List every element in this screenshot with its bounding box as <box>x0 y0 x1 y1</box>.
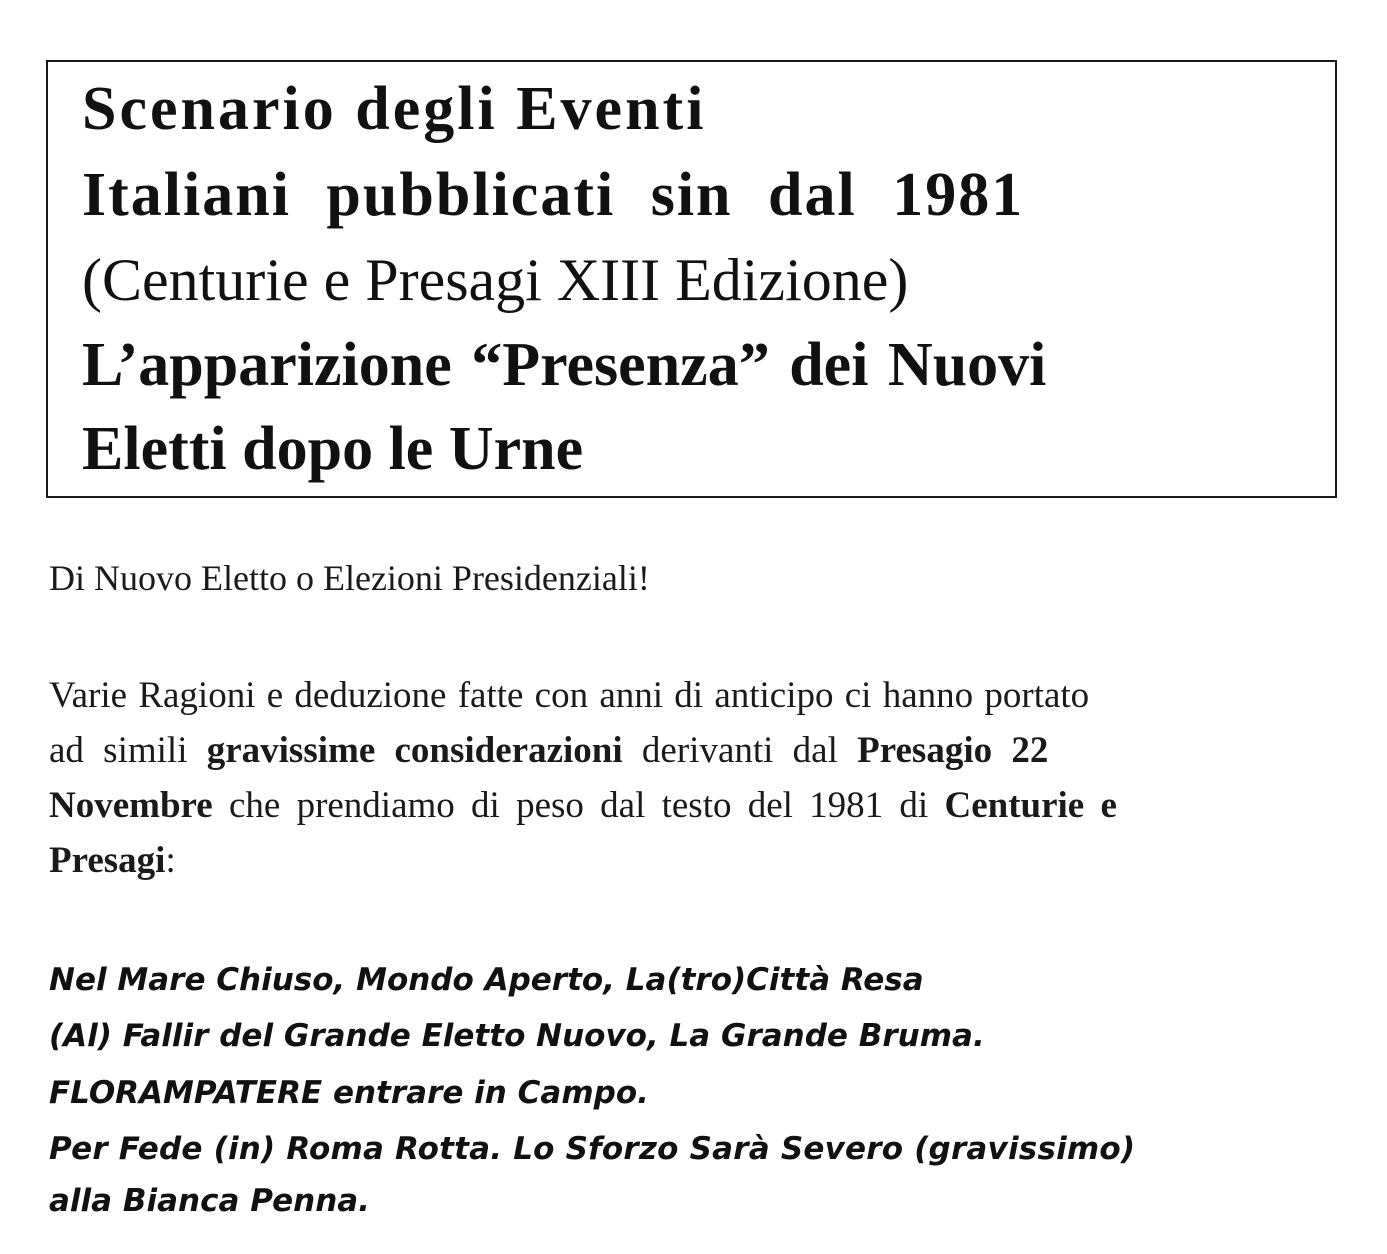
paragraph-bold-text: Novembre <box>49 785 213 826</box>
paragraph-bold-text: Presagio 22 <box>857 730 1049 771</box>
intro-line: Di Nuovo Eletto o Elezioni Presidenziali! <box>49 558 650 598</box>
title-box <box>46 60 1337 498</box>
heading-line-5: Eletti dopo le Urne <box>82 415 584 483</box>
paragraph-text: : <box>165 840 176 881</box>
paragraph-text: derivanti dal <box>622 730 858 771</box>
heading-line-2: Italiani pubblicati sin dal 1981 <box>82 161 1025 229</box>
verse-line-2: (Al) Fallir del Grande Eletto Nuovo, La Grande Bruma. <box>49 1018 985 1054</box>
paragraph-line-4 <box>49 842 176 879</box>
verse-line-3: FLORAMPATERE entrare in Campo. <box>49 1075 649 1111</box>
verse-line-4: Per Fede (in) Roma Rotta. Lo Sforzo Sarà Severo (gravissimo) <box>49 1131 1136 1167</box>
paragraph-text: che prendiamo di peso dal testo del 1981 di <box>212 785 945 826</box>
paragraph-bold-text: Presagi <box>49 840 166 881</box>
paragraph-text: ad simili <box>49 730 207 771</box>
heading-line-1: Scenario degli Eventi <box>82 75 707 143</box>
paragraph-line-3 <box>49 787 1117 824</box>
verse-line-5: alla Bianca Penna. <box>49 1183 370 1219</box>
verse-line-1: Nel Mare Chiuso, Mondo Aperto, La(tro)Città Resa <box>49 962 924 998</box>
paragraph-line-2 <box>49 732 1048 769</box>
paragraph-line-1: Varie Ragioni e deduzione fatte con anni di anticipo ci hanno portato <box>49 675 1090 716</box>
paragraph-bold-text: Centurie e <box>944 785 1117 826</box>
heading-line-3: (Centurie e Presagi XIII Edizione) <box>82 247 909 313</box>
heading-line-4: L’apparizione “Presenza” dei Nuovi <box>82 331 1047 399</box>
paragraph-bold-text: gravissime considerazioni <box>206 730 623 771</box>
